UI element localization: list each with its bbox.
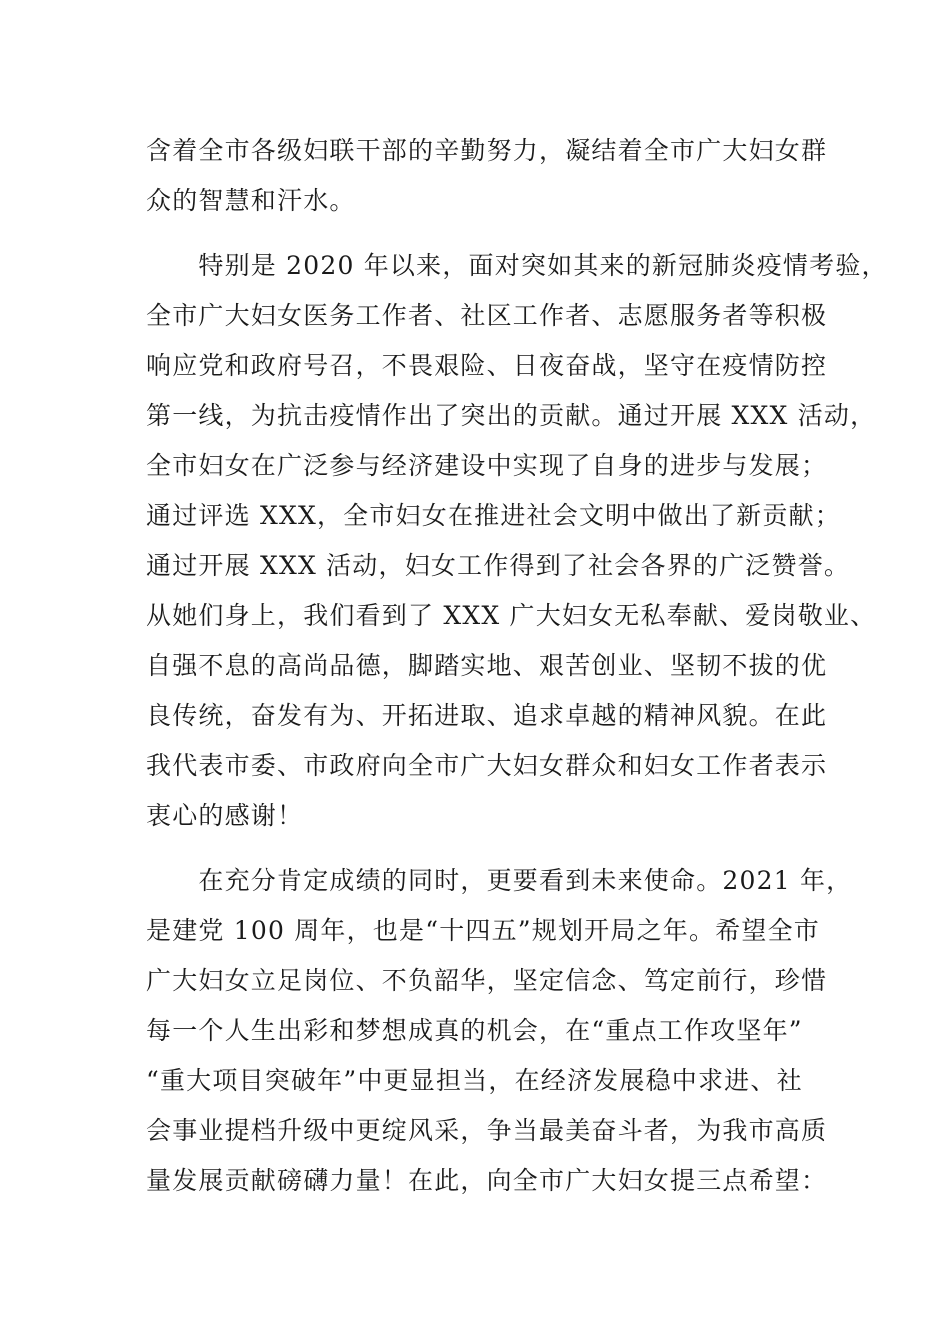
text-line: 会事业提档升级中更绽风采，争当最美奋斗者，为我市高质 <box>146 1116 828 1145</box>
text-line: 衷心的感谢！ <box>146 801 304 830</box>
text-line: 广大妇女立足岗位、不负韶华，坚定信念、笃定前行，珍惜 <box>146 966 828 995</box>
text-line: 全市广大妇女医务工作者、社区工作者、志愿服务者等积极 <box>146 301 828 330</box>
text-line: 每一个人生出彩和梦想成真的机会，在“重点工作攻坚年” <box>146 1016 803 1045</box>
text-line: 响应党和政府号召，不畏艰险、日夜奋战，坚守在疫情防控 <box>146 351 828 380</box>
text-line: 是建党 100 周年，也是“十四五”规划开局之年。希望全市 <box>146 916 820 945</box>
text-line: 通过开展 XXX 活动，妇女工作得到了社会各界的广泛赞誉。 <box>146 551 851 580</box>
text-line: “重大项目突破年”中更显担当，在经济发展稳中求进、社 <box>146 1066 803 1095</box>
text-line: 在充分肯定成绩的同时，更要看到未来使命。2021 年， <box>146 866 853 895</box>
text-line: 全市妇女在广泛参与经济建设中实现了自身的进步与发展； <box>146 451 828 480</box>
document-body <box>146 126 888 1206</box>
paragraph-3 <box>146 856 853 1206</box>
text-line: 特别是 2020 年以来，面对突如其来的新冠肺炎疫情考验， <box>146 251 888 280</box>
text-line: 从她们身上，我们看到了 XXX 广大妇女无私奉献、爱岗敬业、 <box>146 601 877 630</box>
text-line: 众的智慧和汗水。 <box>146 186 356 215</box>
paragraph-2 <box>146 241 888 841</box>
text-line: 良传统，奋发有为、开拓进取、追求卓越的精神风貌。在此 <box>146 701 828 730</box>
paragraph-1 <box>146 126 826 226</box>
text-line: 我代表市委、市政府向全市广大妇女群众和妇女工作者表示 <box>146 751 828 780</box>
text-line: 量发展贡献磅礴力量！在此，向全市广大妇女提三点希望： <box>146 1166 828 1195</box>
text-line: 第一线，为抗击疫情作出了突出的贡献。通过开展 XXX 活动， <box>146 401 877 430</box>
text-line: 含着全市各级妇联干部的辛勤努力，凝结着全市广大妇女群 <box>146 136 828 165</box>
text-line: 通过评选 XXX，全市妇女在推进社会文明中做出了新贡献； <box>146 501 841 530</box>
text-line: 自强不息的高尚品德，脚踏实地、艰苦创业、坚韧不拔的优 <box>146 651 828 680</box>
